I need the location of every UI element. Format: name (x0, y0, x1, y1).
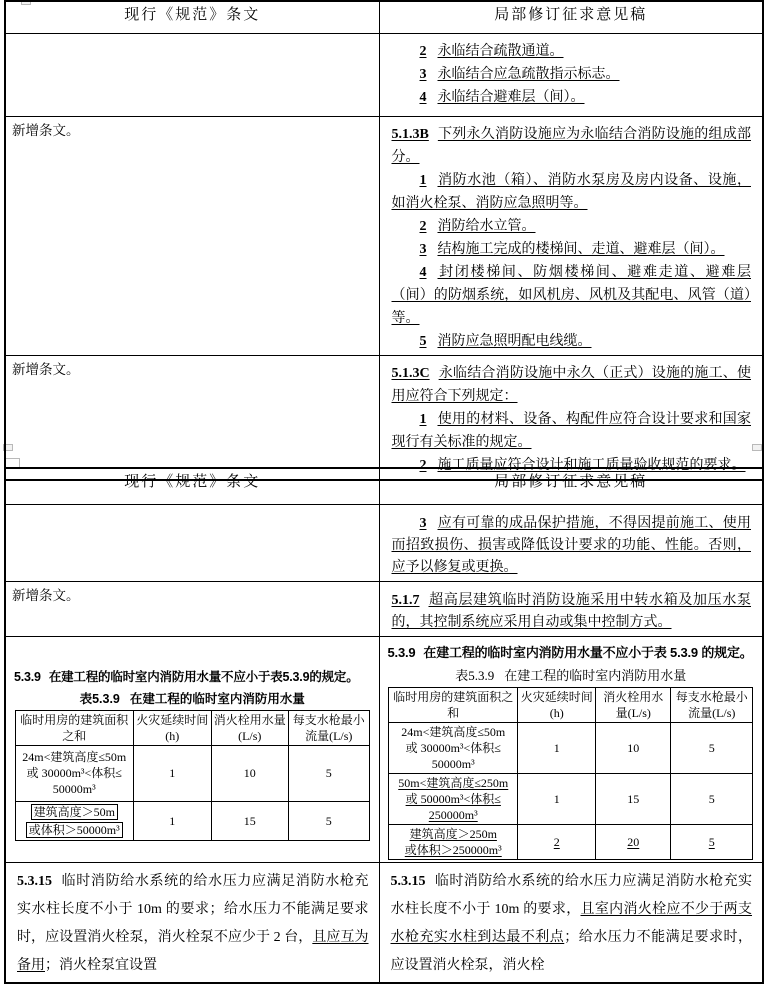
current-code-cell-539 (5, 636, 379, 862)
table2-row-3 (5, 636, 763, 862)
item-number: 2 (419, 457, 427, 473)
value-cell: 1 (518, 722, 596, 773)
table2-row-2 (5, 581, 763, 636)
column-header-revision-draft: 局部修订征求意见稿 (379, 468, 763, 504)
comparison-table-1 (4, 0, 764, 481)
area-line: 或体积＞250000m³ (404, 842, 502, 857)
clause-5-3-9-heading (388, 642, 755, 661)
table1-row-3 (5, 355, 763, 480)
current-code-cell-empty (5, 33, 379, 116)
nested-col-header: 消火栓用水量(L/s) (211, 710, 288, 745)
revision-cell (379, 581, 763, 636)
table-row (389, 773, 753, 824)
area-line: 或 30000m³<体积≤ (26, 766, 122, 780)
table-caption (388, 665, 755, 684)
clause-text: 临时消防给水系统的给水压力应满足消防水枪充实水柱长度不小于 10m 的要求， (390, 873, 752, 917)
area-line: 24m<建筑高度≤50m (401, 724, 506, 739)
clause-text: 在建工程的临时室内消防用水量不应小于表 5.3.9 的规定。 (423, 644, 753, 660)
value-cell: 1 (133, 801, 211, 840)
item-number: 1 (419, 411, 427, 427)
item-number: 3 (419, 515, 427, 531)
clause-number: 5.1.3B (391, 126, 429, 142)
column-header-revision-draft: 局部修订征求意见稿 (379, 1, 763, 33)
area-cell (15, 745, 133, 801)
table-row (15, 745, 369, 801)
revision-item (392, 408, 752, 454)
table2-header-row (5, 468, 763, 504)
caption-text: 在建工程的临时室内消防用水量 (129, 691, 305, 706)
current-code-cell: 新增条文。 (5, 355, 379, 480)
clause-text: 临时消防给水系统的给水压力应满足消防水枪充实水柱长度不小于 10m 的要求；给水压力不能满足要求时，应设置消火栓泵，消火栓泵不应少于 2 台， (17, 873, 369, 945)
clause-5-1-3C (392, 362, 752, 408)
current-code-cell-empty (5, 504, 379, 581)
clause-text: ；消火栓泵宜设置 (45, 957, 157, 973)
revision-item (392, 215, 752, 238)
revision-boxed-text: 建筑高度＞50m (31, 804, 118, 820)
clause-number: 5.1.7 (391, 592, 420, 608)
clause-number: 5.1.3C (391, 365, 430, 381)
value-cell: 1 (518, 773, 596, 824)
caption-text: 在建工程的临时室内消防用水量 (504, 667, 687, 683)
value-cell: 5 (288, 745, 369, 801)
revision-item (392, 330, 752, 353)
current-code-cell-5315 (5, 862, 379, 983)
area-line: 50000m³ (52, 782, 96, 796)
table1-row-2 (5, 116, 763, 355)
area-line: 或 50000m³<体积≤ (405, 791, 501, 806)
nested-header-row (15, 710, 369, 745)
clause-text: 超高层建筑临时消防设施采用中转水箱及加压水泵的，其控制系统应采用自动或集中控制方式。 (391, 592, 751, 630)
item-text: 使用的材料、设备、构配件应符合设计要求和国家现行有关标准的规定。 (391, 411, 751, 450)
nested-col-header: 消火栓用水量(L/s) (596, 687, 671, 722)
value-cell: 5 (288, 801, 369, 840)
clause-number: 5.3.15 (390, 873, 426, 889)
item-number: 4 (419, 264, 427, 280)
area-cell (389, 722, 518, 773)
caption-number: 表5.3.9 (79, 691, 120, 706)
revision-item (392, 238, 752, 261)
area-line (18, 803, 131, 821)
value-cell: 15 (596, 773, 671, 824)
table1-row-1 (5, 33, 763, 116)
underlined-text: 且室内消火栓应不少于两支水枪充实水柱到达最不利点 (390, 901, 753, 945)
area-line: 50000m³ (431, 756, 475, 771)
value-cell: 5 (671, 722, 753, 773)
item-number: 2 (419, 218, 427, 234)
value-cell: 2 (518, 824, 596, 859)
item-text: 消防水池（箱）、消防水泵房及房内设备、设施，如消火栓泵、消防应急照明等。 (391, 172, 751, 211)
column-header-current-code: 现行《规范》条文 (5, 468, 379, 504)
item-number: 2 (419, 43, 427, 59)
area-line: 或 30000m³<体积≤ (405, 740, 501, 755)
revision-boxed-text: 或体积＞50000m³ (26, 822, 123, 838)
item-number: 3 (419, 241, 427, 257)
nested-col-header: 临时用房的建筑面积之和 (389, 687, 518, 722)
nested-header-row (389, 687, 753, 722)
revision-cell (379, 504, 763, 581)
item-text: 消防给水立管。 (437, 218, 536, 234)
value-cell: 5 (671, 773, 753, 824)
clause-5-3-9-heading (14, 667, 371, 685)
clause-text: ；给水压力不能满足要求时，应设置消火栓泵，消火栓 (390, 929, 752, 973)
item-text: 封闭楼梯间、防烟楼梯间、避难走道、避难层（间）的防烟系统，如风机房、风机及其配电、风管（道）等。 (391, 264, 751, 326)
area-line (18, 821, 131, 839)
revision-item (392, 513, 752, 579)
clause-number: 5.3.9 (387, 644, 416, 660)
area-line: 建筑高度＞250m (409, 826, 497, 841)
revision-item (392, 261, 752, 330)
underlined-text: 且应互为备用 (17, 929, 369, 973)
value-cell: 10 (211, 745, 288, 801)
clause-text: 在建工程的临时室内消防用水量不应小于表5.3.9的规定。 (48, 669, 359, 684)
value-cell: 20 (596, 824, 671, 859)
item-text: 永临结合应急疏散指示标志。 (437, 66, 620, 82)
value-cell: 1 (133, 745, 211, 801)
current-code-cell: 新增条文。 (5, 116, 379, 355)
nested-col-header: 火灾延续时间(h) (518, 687, 596, 722)
item-text: 应有可靠的成品保护措施，不得因提前施工、使用而招致损伤、损害或降低设计要求的功能、性能。否则，应予以修复或更换。 (391, 515, 751, 575)
area-cell (389, 773, 518, 824)
clause-number: 5.3.15 (17, 873, 52, 889)
clause-text: 下列永久消防设施应为永临结合消防设施的组成部分。 (391, 126, 751, 165)
item-number: 4 (419, 89, 427, 105)
value-cell: 5 (671, 824, 753, 859)
area-line: 50m<建筑高度≤250m (398, 775, 509, 790)
clause-number: 5.3.9 (14, 669, 41, 684)
area-cell (15, 801, 133, 840)
revision-cell-5315 (379, 862, 763, 983)
clause-text: 永临结合消防设施中永久（正式）设施的施工、使用应符合下列规定： (391, 365, 751, 404)
revision-cell (379, 116, 763, 355)
water-consumption-table-revised (388, 687, 753, 860)
table-row (389, 824, 753, 859)
item-text: 施工质量应符合设计和施工质量验收规范的要求。 (437, 457, 746, 473)
item-number: 5 (419, 333, 427, 349)
item-text: 永临结合避难层（间）。 (437, 89, 585, 105)
table2-row-4 (5, 862, 763, 983)
nested-col-header: 每支水枪最小流量(L/s) (288, 710, 369, 745)
area-line: 250000m³ (428, 807, 478, 822)
area-line: 24m<建筑高度≤50m (22, 750, 127, 764)
item-number: 1 (419, 172, 427, 188)
revision-cell-539 (379, 636, 763, 862)
table2-row-1 (5, 504, 763, 581)
nested-col-header: 每支水枪最小流量(L/s) (671, 687, 753, 722)
table-caption (14, 689, 371, 707)
value-cell: 15 (211, 801, 288, 840)
item-text: 消防应急照明配电线缆。 (437, 333, 592, 349)
revision-item (392, 86, 752, 109)
table-row (15, 801, 369, 840)
table-row (389, 722, 753, 773)
caption-number: 表5.3.9 (455, 667, 495, 683)
item-text: 结构施工完成的楼梯间、走道、避难层（间）。 (437, 241, 725, 257)
table1-header-row (5, 1, 763, 33)
revision-cell (379, 355, 763, 480)
nested-col-header: 火灾延续时间(h) (133, 710, 211, 745)
revision-cell (379, 33, 763, 116)
clause-5-1-3B (392, 123, 752, 169)
clause-5-3-15-revised (391, 868, 753, 980)
value-cell: 10 (596, 722, 671, 773)
comparison-table-2 (4, 467, 764, 984)
revision-item (392, 63, 752, 86)
item-text: 永临结合疏散通道。 (437, 43, 564, 59)
item-number: 3 (419, 66, 427, 82)
clause-5-3-15-current (17, 868, 369, 980)
water-consumption-table-current (15, 710, 370, 841)
revision-item (392, 40, 752, 63)
column-header-current-code: 现行《规范》条文 (5, 1, 379, 33)
nested-col-header: 临时用房的建筑面积之和 (15, 710, 133, 745)
current-code-cell: 新增条文。 (5, 581, 379, 636)
clause-5-1-7 (392, 590, 752, 634)
revision-item (392, 169, 752, 215)
area-cell (389, 824, 518, 859)
